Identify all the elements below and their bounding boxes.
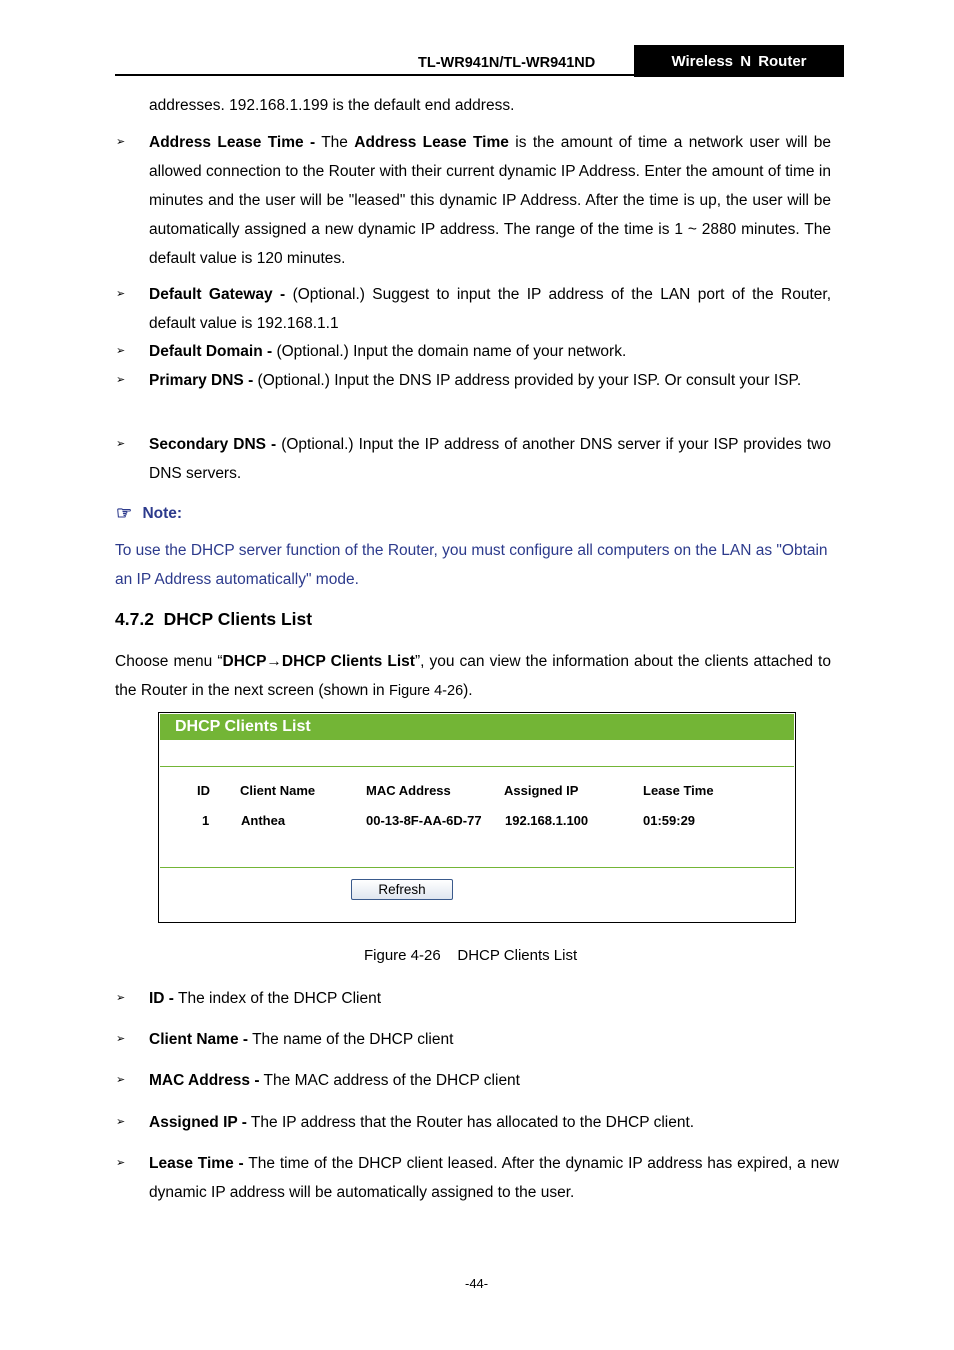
intro-tail: addresses. 192.168.1.199 is the default end address. bbox=[149, 97, 515, 114]
column-header-assigned-ip: Assigned IP bbox=[504, 783, 579, 798]
column-header-id: ID bbox=[197, 783, 210, 798]
screenshot-title: DHCP Clients List bbox=[160, 714, 794, 740]
figure-caption: Figure 4-26 DHCP Clients List bbox=[364, 947, 578, 964]
bullet-lease-time: Lease Time - The time of the DHCP client leased. After the dynamic IP address has expired, a new dynamic IP address will be automatically assigned to the user. bbox=[149, 1155, 840, 1201]
arrow-icon: → bbox=[266, 653, 282, 670]
column-header-lease-time: Lease Time bbox=[643, 783, 714, 798]
bullet-address-lease-time: Address Lease Time - The Address Lease Time is the amount of time a network user will be allowed connection to the Router with their current dynamic IP Address. Enter the amount of time in minutes and the user will be "leased" this dynamic IP Address. After the time is up, the user will be automatically assigned a new dynamic IP address. The range of the time is 1 ~ 2880 minutes. The default value is 120 minutes. bbox=[149, 134, 832, 267]
section-title: 4.7.2 DHCP Clients List bbox=[115, 609, 313, 629]
choose-menu-paragraph: Choose menu “DHCP→DHCP Clients List”, you can view the information about the clients attached to the Router in the next screen (shown in Figure 4-26). bbox=[115, 653, 831, 699]
bullet-icon: ➢ bbox=[116, 992, 126, 1004]
bullet-client-name: Client Name - The name of the DHCP client bbox=[149, 1031, 454, 1048]
note-label: Note: bbox=[142, 505, 183, 522]
bullet-mac-address: MAC Address - The MAC address of the DHCP client bbox=[149, 1072, 520, 1089]
bullet-primary-dns: Primary DNS - (Optional.) Input the DNS IP address provided by your ISP. Or consult your ISP. bbox=[149, 372, 802, 389]
bullet-icon: ➢ bbox=[116, 1033, 126, 1045]
bullet-icon: ➢ bbox=[116, 1116, 126, 1128]
table-cell-id: 1 bbox=[202, 813, 210, 828]
bullet-id: ID - The index of the DHCP Client bbox=[149, 990, 382, 1007]
table-cell-mac-address: 00-13-8F-AA-6D-77 bbox=[366, 813, 482, 828]
divider bbox=[160, 766, 794, 767]
column-header-client-name: Client Name bbox=[240, 783, 316, 798]
table-cell-client-name: Anthea bbox=[241, 813, 286, 828]
divider bbox=[160, 867, 794, 868]
page-number: -44- bbox=[465, 1276, 489, 1291]
bullet-icon: ➢ bbox=[116, 374, 126, 386]
header-rule bbox=[115, 74, 844, 76]
bullet-icon: ➢ bbox=[116, 288, 126, 300]
note-text: To use the DHCP server function of the Router, you must configure all computers on the LAN as "Obtain an IP Address automatically" mode. bbox=[115, 542, 828, 588]
header-model: TL-WR941N/TL-WR941ND bbox=[418, 55, 596, 71]
header-product: Wireless N Router bbox=[634, 45, 844, 77]
bullet-icon: ➢ bbox=[116, 345, 126, 357]
bullet-icon: ➢ bbox=[116, 1074, 126, 1086]
bullet-assigned-ip: Assigned IP - The IP address that the Router has allocated to the DHCP client. bbox=[149, 1114, 695, 1131]
note-heading bbox=[116, 503, 182, 524]
table-cell-lease-time: 01:59:29 bbox=[643, 813, 696, 828]
bullet-default-domain: Default Domain - (Optional.) Input the domain name of your network. bbox=[149, 343, 627, 360]
bullet-icon: ➢ bbox=[116, 1157, 126, 1169]
table-cell-assigned-ip: 192.168.1.100 bbox=[505, 813, 589, 828]
dhcp-clients-screenshot bbox=[158, 712, 796, 923]
pointing-hand-icon: ☞ bbox=[116, 503, 133, 523]
bullet-secondary-dns: Secondary DNS - (Optional.) Input the IP address of another DNS server if your ISP provides two DNS servers. bbox=[149, 436, 831, 482]
bullet-default-gateway: Default Gateway - (Optional.) Suggest to input the IP address of the LAN port of the Router, default value is 192.168.1.1 bbox=[149, 286, 832, 332]
bullet-icon: ➢ bbox=[116, 136, 126, 148]
refresh-button[interactable]: Refresh bbox=[351, 879, 453, 900]
column-header-mac-address: MAC Address bbox=[366, 783, 451, 798]
bullet-icon: ➢ bbox=[116, 438, 126, 450]
